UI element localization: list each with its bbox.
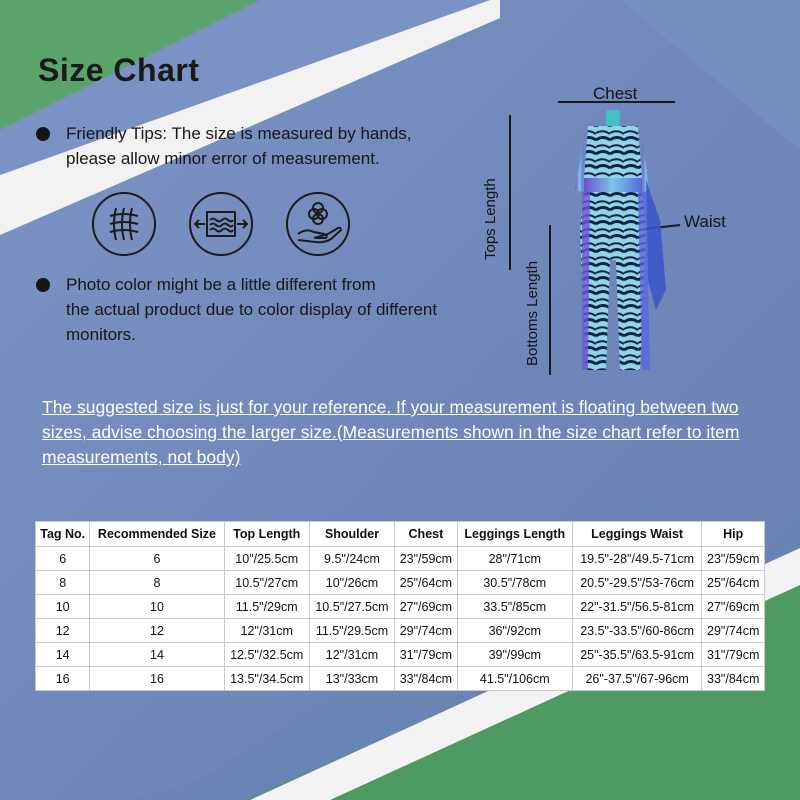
table-cell: 14 bbox=[36, 643, 90, 667]
table-cell: 11.5"/29cm bbox=[224, 595, 309, 619]
table-cell: 29"/74cm bbox=[702, 619, 765, 643]
waist-label: Waist bbox=[684, 212, 726, 231]
table-body bbox=[36, 547, 765, 691]
table-cell: 13.5"/34.5cm bbox=[224, 667, 309, 691]
table-cell: 23.5"-33.5"/60-86cm bbox=[572, 619, 702, 643]
table-cell: 19.5"-28"/49.5-71cm bbox=[572, 547, 702, 571]
table-cell: 10"/25.5cm bbox=[224, 547, 309, 571]
chest-label: Chest bbox=[593, 84, 638, 103]
table-cell: 8 bbox=[36, 571, 90, 595]
table-cell: 10 bbox=[36, 595, 90, 619]
table-cell: 39"/99cm bbox=[457, 643, 572, 667]
tip-measurement bbox=[36, 121, 466, 171]
table-cell: 14 bbox=[90, 643, 224, 667]
table-cell: 23"/59cm bbox=[395, 547, 458, 571]
table-cell: 33.5"/85cm bbox=[457, 595, 572, 619]
table-cell: 13"/33cm bbox=[309, 667, 394, 691]
table-cell: 12"/31cm bbox=[224, 619, 309, 643]
table-row bbox=[36, 571, 765, 595]
table-header-row bbox=[36, 522, 765, 547]
table-cell: 9.5"/24cm bbox=[309, 547, 394, 571]
table-cell: 23"/59cm bbox=[702, 547, 765, 571]
fabric-mesh-icon bbox=[92, 192, 156, 256]
table-row bbox=[36, 547, 765, 571]
table-cell: 22"-31.5"/56.5-81cm bbox=[572, 595, 702, 619]
table-cell: 10"/26cm bbox=[309, 571, 394, 595]
bottoms-length-label: Bottoms Length bbox=[524, 260, 541, 366]
column-header: Chest bbox=[395, 522, 458, 547]
table-cell: 11.5"/29.5cm bbox=[309, 619, 394, 643]
tip-line: Photo color might be a little different from bbox=[66, 275, 376, 294]
table-cell: 41.5"/106cm bbox=[457, 667, 572, 691]
column-header: Leggings Waist bbox=[572, 522, 702, 547]
table-cell: 33"/84cm bbox=[702, 667, 765, 691]
table-cell: 10 bbox=[90, 595, 224, 619]
column-header: Tag No. bbox=[36, 522, 90, 547]
stretch-fabric-icon bbox=[189, 192, 253, 256]
table-row bbox=[36, 595, 765, 619]
table-cell: 12 bbox=[90, 619, 224, 643]
table-cell: 10.5"/27cm bbox=[224, 571, 309, 595]
table-cell: 28"/71cm bbox=[457, 547, 572, 571]
table-cell: 25"/64cm bbox=[395, 571, 458, 595]
table-cell: 10.5"/27.5cm bbox=[309, 595, 394, 619]
table-cell: 27"/69cm bbox=[702, 595, 765, 619]
tip-line: please allow minor error of measurement. bbox=[66, 149, 380, 168]
cotton-hand-icon bbox=[286, 192, 350, 256]
table-cell: 12.5"/32.5cm bbox=[224, 643, 309, 667]
tip-line: the actual product due to color display of different bbox=[66, 300, 438, 319]
column-header: Hip bbox=[702, 522, 765, 547]
column-header: Recommended Size bbox=[90, 522, 224, 547]
column-header: Top Length bbox=[224, 522, 309, 547]
page-title: Size Chart bbox=[38, 52, 200, 88]
size-table bbox=[35, 521, 765, 691]
tip-color bbox=[36, 272, 486, 347]
table-cell: 29"/74cm bbox=[395, 619, 458, 643]
table-cell: 25"-35.5"/63.5-91cm bbox=[572, 643, 702, 667]
table-cell: 27"/69cm bbox=[395, 595, 458, 619]
table-cell: 16 bbox=[90, 667, 224, 691]
table-row bbox=[36, 667, 765, 691]
table-cell: 31"/79cm bbox=[702, 643, 765, 667]
table-cell: 12 bbox=[36, 619, 90, 643]
tip-line: monitors. bbox=[66, 325, 136, 344]
table-cell: 31"/79cm bbox=[395, 643, 458, 667]
table-row bbox=[36, 643, 765, 667]
table-cell: 36"/92cm bbox=[457, 619, 572, 643]
bullet-icon bbox=[36, 278, 50, 292]
table-cell: 20.5"-29.5"/53-76cm bbox=[572, 571, 702, 595]
bullet-icon bbox=[36, 127, 50, 141]
table-cell: 26"-37.5"/67-96cm bbox=[572, 667, 702, 691]
tip-line: Friendly Tips: The size is measured by hands, bbox=[66, 124, 412, 143]
tops-length-label: Tops Length bbox=[482, 178, 499, 260]
table-cell: 6 bbox=[90, 547, 224, 571]
size-advice-note: The suggested size is just for your reference. If your measurement is floating between two sizes, advise choosing the larger size.(Measurements shown in the size chart refer to item measurements, not body) bbox=[42, 397, 740, 467]
column-header: Shoulder bbox=[309, 522, 394, 547]
table-cell: 12"/31cm bbox=[309, 643, 394, 667]
table-cell: 8 bbox=[90, 571, 224, 595]
table-row bbox=[36, 619, 765, 643]
table-cell: 30.5"/78cm bbox=[457, 571, 572, 595]
table-cell: 6 bbox=[36, 547, 90, 571]
table-cell: 25"/64cm bbox=[702, 571, 765, 595]
table-cell: 33"/84cm bbox=[395, 667, 458, 691]
garment-diagram bbox=[470, 80, 790, 390]
column-header: Leggings Length bbox=[457, 522, 572, 547]
table-cell: 16 bbox=[36, 667, 90, 691]
